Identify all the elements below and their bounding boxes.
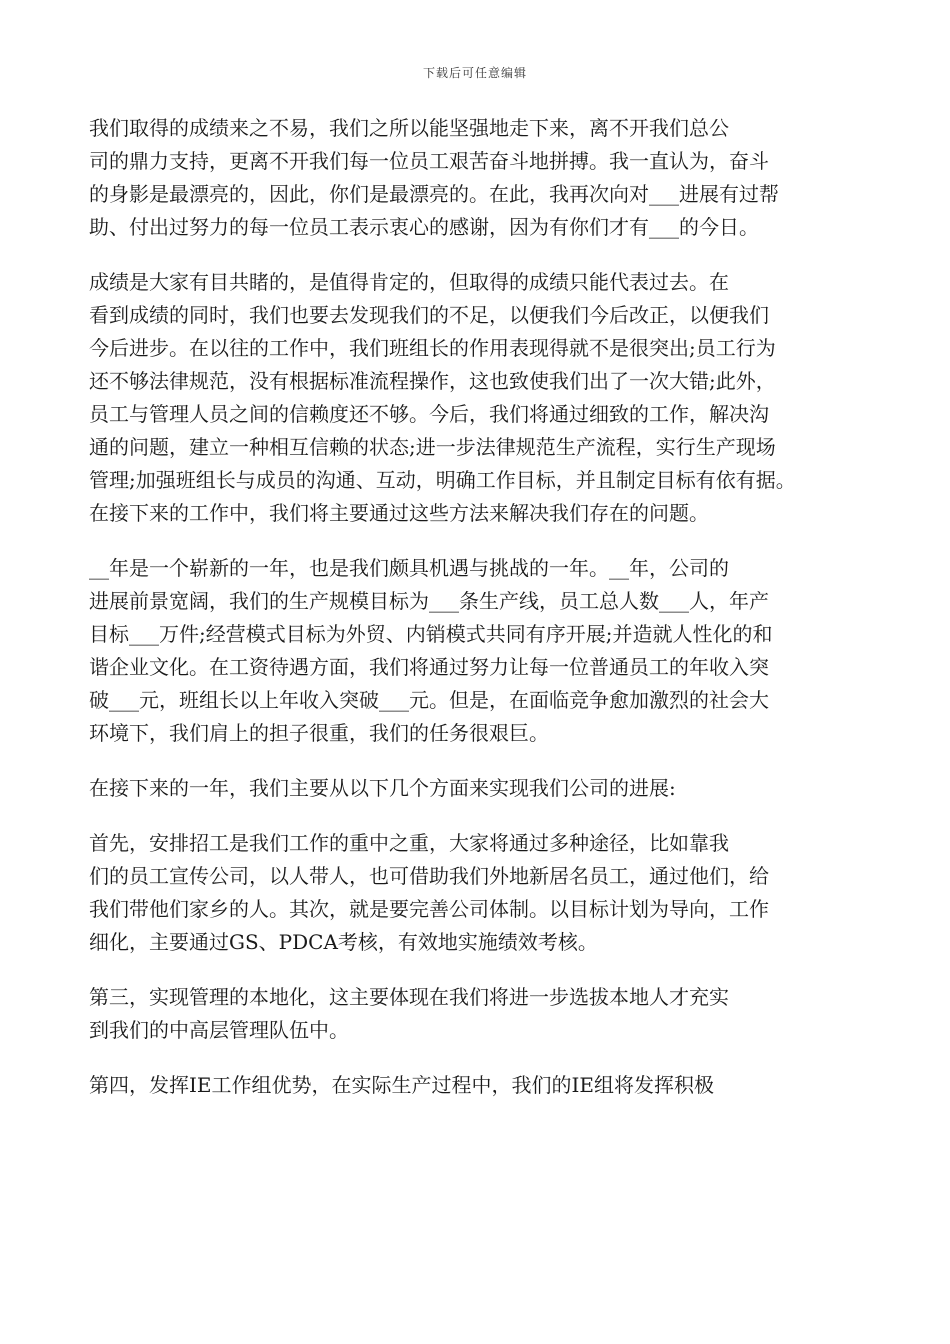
paragraph-third-localization: 第三，实现管理的本地化，这主要体现在我们将进一步选拔本地人才充实 到我们的中高层管理队伍中。 — [89, 985, 729, 1042]
paragraph-achievements: 我们取得的成绩来之不易，我们之所以能坚强地走下来，离不开我们总公 司的鼎力支持，更离不开我们每一位员工艰苦奋斗地拼搏。我一直认为，奋斗 的身影是最漂亮的，因此，你们是最漂亮的。在此，我再次向对___进展有过帮 助、付出过努力的每一位员工表示衷心的感谢，因为有你们才有___的今日。 — [89, 116, 779, 239]
paragraph-fourth-ie-team: 第四，发挥IE工作组优势，在实际生产过程中，我们的IE组将发挥积极 — [89, 1073, 714, 1097]
paragraph-shortcomings: 成绩是大家有目共睹的，是值得肯定的，但取得的成绩只能代表过去。在 看到成绩的同时，我们也要去发现我们的不足，以便我们今后改正，以便我们 今后进步。在以往的工作中，我们班组长的作用表现得就不是很突出;员工行为 还不够法律规范，没有根据标准流程操作，这也致使我们出了一次大错;此外， 员工与管理人员之间的信赖度还不够。今后，我们将通过细致的工作，解决沟 通的问题，建立一种相互信赖的状态;进一步法律规范生产流程，实行生产现场 管理;加强班组长与成员的沟通、互动，明确工作目标，并且制定目标有依有据。 在接下来的工作中，我们将主要通过这些方法来解决我们存在的问题。 — [89, 270, 796, 525]
document-body — [89, 112, 865, 1124]
page-header: 下载后可任意编辑 — [422, 66, 527, 80]
paragraph-new-year-goals: __年是一个崭新的一年，也是我们颇具机遇与挑战的一年。__年，公司的 进展前景宽阔，我们的生产规模目标为___条生产线，员工总人数___人，年产 目标___万件;经营模式目标为外贸、内销模式共同有序开展;并造就人性化的和 谐企业文化。在工资待遇方面，我们将通过努力让每一位普通员工的年收入突 破___元，班组长以上年收入突破___元。但是，在面临竞争愈加激烈的社会大 环境下，我们肩上的担子很重，我们的任务很艰巨。 — [89, 556, 773, 745]
paragraph-first-recruitment: 首先，安排招工是我们工作的重中之重，大家将通过多种途径，比如靠我 们的员工宣传公司，以人带人，也可借助我们外地新居名员工，通过他们，给 我们带他们家乡的人。其次，就是要完善公司体制。以目标计划为导向，工作 细化，主要通过GS、PDCA考核，有效地实施绩效考核。 — [89, 831, 769, 954]
paragraph-plan-intro: 在接下来的一年，我们主要从以下几个方面来实现我们公司的进展: — [89, 776, 676, 800]
